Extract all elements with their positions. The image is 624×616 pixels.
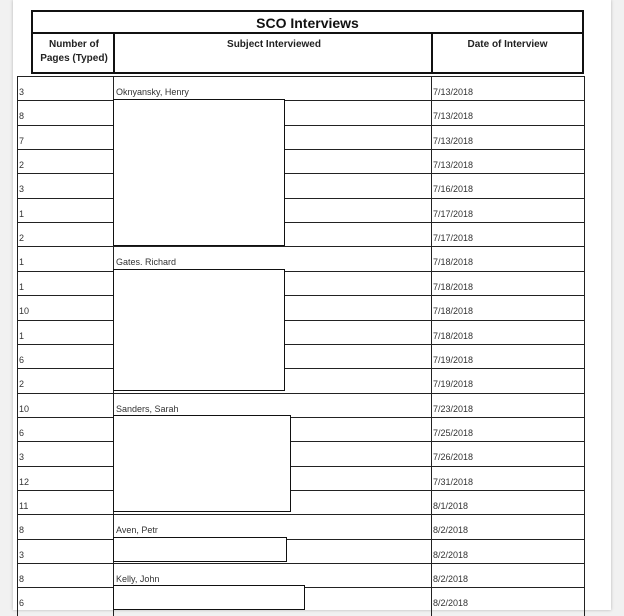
date-cell: 7/16/2018 — [433, 184, 474, 195]
row-divider — [17, 100, 584, 101]
row-divider — [17, 563, 584, 564]
pages-cell: 8 — [19, 111, 25, 122]
pages-cell: 3 — [19, 87, 25, 97]
pages-cell: 2 — [19, 379, 25, 390]
subject-cell: Gates. Richard — [116, 257, 177, 268]
pages-cell: 2 — [19, 160, 25, 171]
pages-cell: 1 — [19, 330, 25, 341]
pages-cell: 10 — [19, 403, 30, 414]
date-cell: 7/18/2018 — [433, 330, 474, 341]
pages-cell: 8 — [19, 525, 25, 536]
redaction-box — [113, 585, 305, 610]
pages-cell: 8 — [19, 574, 25, 584]
redaction-box — [113, 269, 285, 391]
row-divider — [17, 466, 584, 467]
pages-cell: 7 — [19, 135, 25, 146]
date-cell: 8/2/2018 — [433, 525, 469, 536]
row-divider — [17, 125, 584, 126]
pages-cell: 1 — [19, 281, 25, 292]
header-subject: Subject Interviewed — [113, 32, 433, 74]
date-cell: 8/1/2018 — [433, 500, 469, 511]
header-pages-line2: Pages (Typed) — [40, 53, 108, 64]
row-divider — [17, 76, 584, 77]
pages-cell: 1 — [19, 257, 25, 268]
column-divider — [17, 76, 18, 616]
redaction-box — [113, 537, 287, 562]
header-number-of-pages — [31, 32, 115, 74]
redaction-box — [113, 415, 291, 512]
date-cell: 7/17/2018 — [433, 233, 474, 244]
pages-cell: 6 — [19, 598, 25, 609]
date-cell: 7/19/2018 — [433, 379, 474, 390]
pages-cell: 3 — [19, 452, 25, 463]
pages-cell: 2 — [19, 233, 25, 244]
row-divider — [17, 295, 584, 296]
pages-cell: 6 — [19, 427, 25, 438]
row-divider — [17, 441, 584, 442]
row-divider — [17, 320, 584, 321]
page-title: SCO Interviews — [31, 10, 584, 32]
subject-cell: Kelly, John — [116, 574, 160, 584]
pages-cell: 3 — [19, 184, 25, 195]
date-cell: 7/13/2018 — [433, 87, 474, 97]
row-divider — [17, 149, 584, 150]
row-divider — [17, 271, 584, 272]
column-divider — [431, 76, 432, 616]
row-divider — [17, 173, 584, 174]
date-cell: 7/17/2018 — [433, 208, 474, 219]
date-cell: 7/18/2018 — [433, 257, 474, 268]
date-cell: 7/18/2018 — [433, 281, 474, 292]
date-cell: 7/13/2018 — [433, 111, 474, 122]
row-divider — [17, 514, 584, 515]
header-date: Date of Interview — [431, 32, 584, 74]
subject-cell: Sanders, Sarah — [116, 403, 179, 414]
subject-cell: Aven, Petr — [116, 525, 158, 536]
column-divider — [584, 76, 585, 616]
pages-cell: 3 — [19, 549, 25, 560]
pages-cell: 11 — [19, 500, 29, 511]
date-cell: 7/18/2018 — [433, 306, 474, 317]
date-cell: 7/19/2018 — [433, 354, 474, 365]
date-cell: 7/25/2018 — [433, 427, 474, 438]
row-divider — [17, 490, 584, 491]
row-divider — [17, 417, 584, 418]
date-cell: 7/13/2018 — [433, 135, 474, 146]
date-cell: 7/13/2018 — [433, 160, 474, 171]
date-cell: 7/23/2018 — [433, 403, 474, 414]
subject-cell: Oknyansky, Henry — [116, 87, 189, 97]
date-cell: 7/26/2018 — [433, 452, 474, 463]
date-cell: 8/2/2018 — [433, 549, 469, 560]
date-cell: 7/31/2018 — [433, 476, 474, 487]
date-cell: 8/2/2018 — [433, 598, 469, 609]
row-divider — [17, 393, 584, 394]
row-divider — [17, 368, 584, 369]
row-divider — [17, 246, 584, 247]
document-page — [13, 0, 611, 610]
pages-cell: 10 — [19, 306, 30, 317]
redaction-box — [113, 99, 285, 246]
date-cell: 8/2/2018 — [433, 574, 469, 584]
row-divider — [17, 344, 584, 345]
pages-cell: 1 — [19, 208, 25, 219]
pages-cell: 12 — [19, 476, 30, 487]
row-divider — [17, 539, 584, 540]
pages-cell: 6 — [19, 354, 25, 365]
header-pages-line1: Number of — [49, 39, 99, 50]
row-divider — [17, 222, 584, 223]
row-divider — [17, 198, 584, 199]
